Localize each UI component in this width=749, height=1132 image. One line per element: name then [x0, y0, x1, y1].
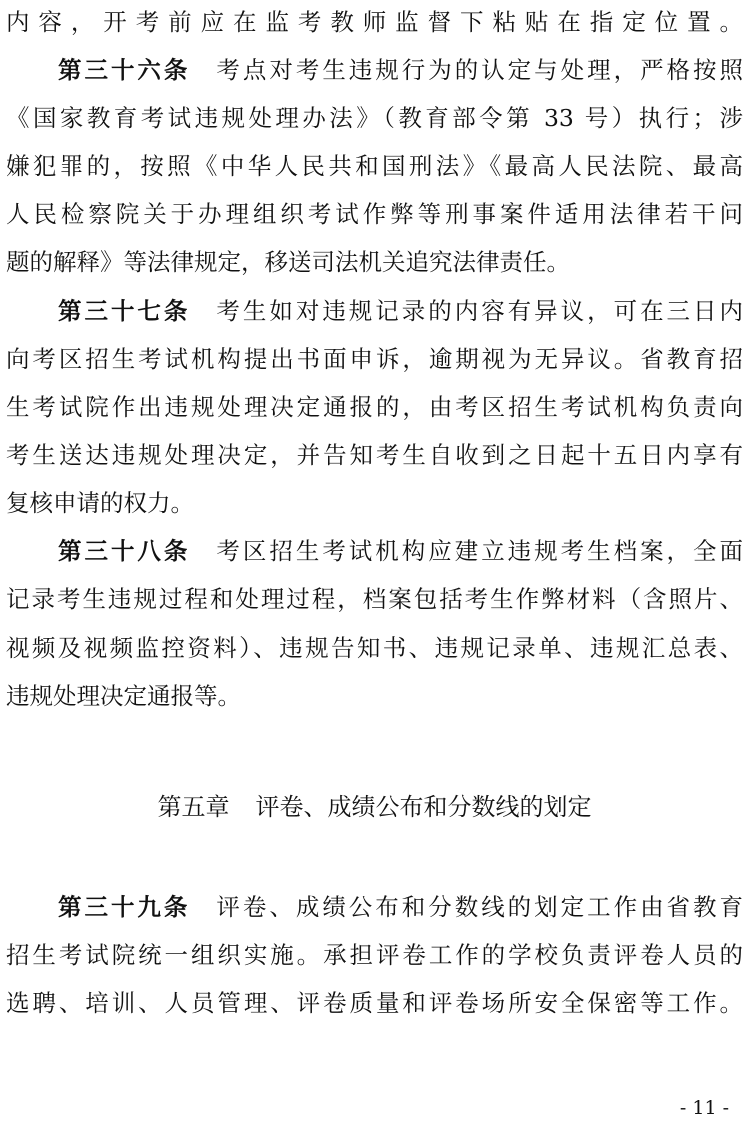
text-line: 复核申请的权力。	[6, 489, 194, 517]
chapter-number: 第五章	[157, 793, 230, 821]
text-line: 选聘、培训、人员管理、评卷质量和评卷场所安全保密等工作。	[6, 989, 743, 1017]
text-line: 视频及视频监控资料）、违规告知书、违规记录单、违规汇总表、	[6, 634, 743, 662]
article-number: 第三十八条	[58, 537, 191, 565]
text-line: 记录考生违规过程和处理过程，档案包括考生作弊材料（含照片、	[6, 585, 743, 613]
page-number: - 11 -	[679, 1097, 729, 1119]
text-line: 内容，开考前应在监考教师监督下粘贴在指定位置。	[6, 8, 743, 36]
text-line: 招生考试院统一组织实施。承担评卷工作的学校负责评卷人员的	[6, 941, 743, 969]
text-line: 题的解释》等法律规定，移送司法机关追究法律责任。	[6, 248, 570, 276]
text-line: 人民检察院关于办理组织考试作弊等刑事案件适用法律若干问	[6, 200, 743, 228]
text-line: 向考区招生考试机构提出书面申诉，逾期视为无异议。省教育招	[6, 345, 743, 373]
article-39-line: 第三十九条 评卷、成绩公布和分数线的划定工作由省教育	[58, 893, 743, 921]
chapter-title: 评卷、成绩公布和分数线的划定	[255, 793, 592, 821]
article-37-line: 第三十七条 考生如对违规记录的内容有异议，可在三日内	[58, 297, 743, 325]
article-number: 第三十七条	[58, 297, 191, 325]
article-36-line: 第三十六条 考点对考生违规行为的认定与处理，严格按照	[58, 56, 743, 84]
chapter-heading	[0, 787, 749, 827]
article-38-line: 第三十八条 考区招生考试机构应建立违规考生档案，全面	[58, 537, 743, 565]
text-line: 违规处理决定通报等。	[6, 682, 241, 710]
article-number: 第三十六条	[58, 56, 191, 84]
text-line: 考生送达违规处理决定，并告知考生自收到之日起十五日内享有	[6, 441, 743, 469]
text-line: 嫌犯罪的，按照《中华人民共和国刑法》《最高人民法院、最高	[6, 152, 743, 180]
article-number: 第三十九条	[58, 893, 191, 921]
text-line: 生考试院作出违规处理决定通报的，由考区招生考试机构负责向	[6, 393, 743, 421]
text-line: 《国家教育考试违规处理办法》（教育部令第 33 号）执行；涉	[6, 104, 743, 132]
